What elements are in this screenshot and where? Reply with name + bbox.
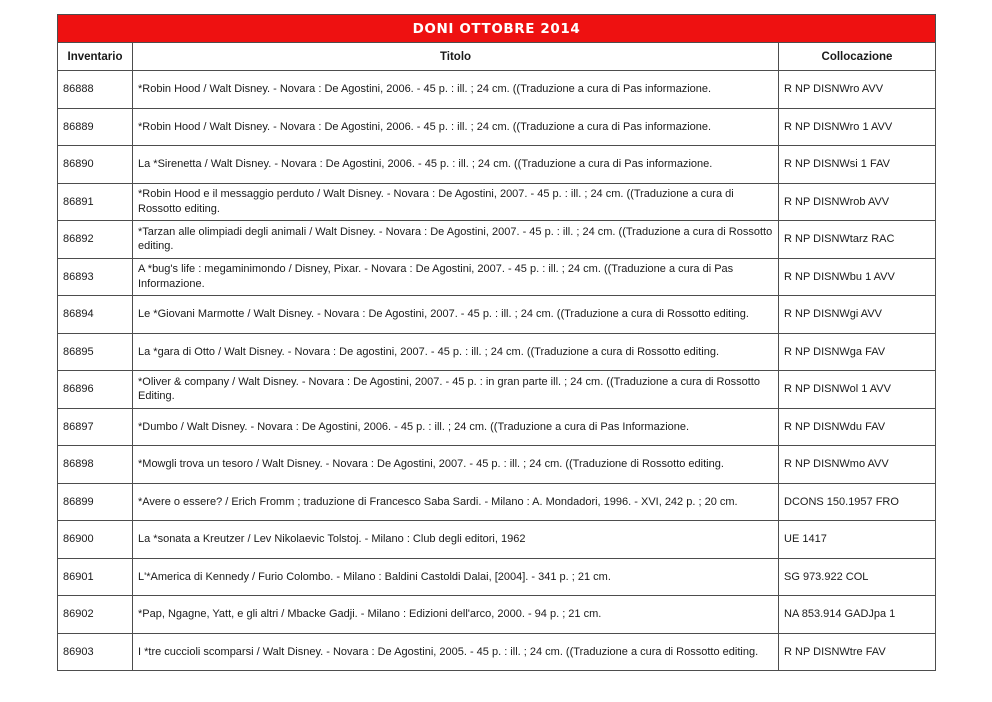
cell-inventario: 86902 xyxy=(58,596,133,634)
table-row xyxy=(58,408,936,446)
table-row xyxy=(58,371,936,409)
cell-collocazione: NA 853.914 GADJpa 1 xyxy=(779,596,936,634)
column-header-inventario: Inventario xyxy=(58,43,133,71)
table-row xyxy=(58,446,936,484)
cell-inventario: 86896 xyxy=(58,371,133,409)
table-body xyxy=(58,71,936,671)
catalog-table xyxy=(57,14,936,671)
table-row xyxy=(58,296,936,334)
cell-inventario: 86901 xyxy=(58,558,133,596)
cell-inventario: 86897 xyxy=(58,408,133,446)
cell-collocazione: R NP DISNWol 1 AVV xyxy=(779,371,936,409)
cell-inventario: 86900 xyxy=(58,521,133,559)
cell-titolo: A *bug's life : megaminimondo / Disney, Pixar. - Novara : De Agostini, 2007. - 45 p. : ill. ; 24 cm. ((Traduzione a cura di Pas Informazione. xyxy=(133,258,779,296)
cell-inventario: 86892 xyxy=(58,221,133,259)
table-row xyxy=(58,146,936,184)
cell-collocazione: SG 973.922 COL xyxy=(779,558,936,596)
cell-collocazione: R NP DISNWro 1 AVV xyxy=(779,108,936,146)
cell-titolo: I *tre cuccioli scomparsi / Walt Disney. - Novara : De Agostini, 2005. - 45 p. : ill. ; 24 cm. ((Traduzione a cura di Rossotto editing. xyxy=(133,633,779,671)
cell-inventario: 86893 xyxy=(58,258,133,296)
column-header-collocazione: Collocazione xyxy=(779,43,936,71)
cell-titolo: *Dumbo / Walt Disney. - Novara : De Agostini, 2006. - 45 p. : ill. ; 24 cm. ((Traduzione a cura di Pas Informazione. xyxy=(133,408,779,446)
cell-collocazione: R NP DISNWtre FAV xyxy=(779,633,936,671)
cell-inventario: 86894 xyxy=(58,296,133,334)
cell-titolo: *Avere o essere? / Erich Fromm ; traduzione di Francesco Saba Sardi. - Milano : A. Mondadori, 1996. - XVI, 242 p. ; 20 cm. xyxy=(133,483,779,521)
cell-collocazione: R NP DISNWrob AVV xyxy=(779,183,936,221)
cell-titolo: La *Sirenetta / Walt Disney. - Novara : De Agostini, 2006. - 45 p. : ill. ; 24 cm. ((Traduzione a cura di Pas informazione. xyxy=(133,146,779,184)
cell-collocazione: R NP DISNWsi 1 FAV xyxy=(779,146,936,184)
cell-titolo: La *sonata a Kreutzer / Lev Nikolaevic Tolstoj. - Milano : Club degli editori, 1962 xyxy=(133,521,779,559)
table-row xyxy=(58,333,936,371)
column-header-row xyxy=(58,43,936,71)
cell-titolo: L'*America di Kennedy / Furio Colombo. - Milano : Baldini Castoldi Dalai, [2004]. - 341 p. ; 21 cm. xyxy=(133,558,779,596)
cell-titolo: *Robin Hood e il messaggio perduto / Walt Disney. - Novara : De Agostini, 2007. - 45 p. : ill. ; 24 cm. ((Traduzione a cura di Rossotto editing. xyxy=(133,183,779,221)
cell-titolo: *Robin Hood / Walt Disney. - Novara : De Agostini, 2006. - 45 p. : ill. ; 24 cm. ((Traduzione a cura di Pas informazione. xyxy=(133,71,779,109)
table-row xyxy=(58,258,936,296)
cell-collocazione: R NP DISNWmo AVV xyxy=(779,446,936,484)
cell-collocazione: DCONS 150.1957 FRO xyxy=(779,483,936,521)
table-row xyxy=(58,71,936,109)
cell-collocazione: R NP DISNWgi AVV xyxy=(779,296,936,334)
cell-inventario: 86899 xyxy=(58,483,133,521)
table-row xyxy=(58,221,936,259)
cell-collocazione: UE 1417 xyxy=(779,521,936,559)
cell-collocazione: R NP DISNWdu FAV xyxy=(779,408,936,446)
cell-titolo: *Pap, Ngagne, Yatt, e gli altri / Mbacke Gadji. - Milano : Edizioni dell'arco, 2000. - 94 p. ; 21 cm. xyxy=(133,596,779,634)
title-band xyxy=(58,15,936,43)
cell-collocazione: R NP DISNWtarz RAC xyxy=(779,221,936,259)
cell-collocazione: R NP DISNWga FAV xyxy=(779,333,936,371)
cell-titolo: La *gara di Otto / Walt Disney. - Novara : De agostini, 2007. - 45 p. : ill. ; 24 cm. ((Traduzione a cura di Rossotto editing. xyxy=(133,333,779,371)
table-row xyxy=(58,183,936,221)
cell-inventario: 86888 xyxy=(58,71,133,109)
table-row xyxy=(58,483,936,521)
table-row xyxy=(58,558,936,596)
cell-inventario: 86895 xyxy=(58,333,133,371)
cell-inventario: 86903 xyxy=(58,633,133,671)
cell-inventario: 86889 xyxy=(58,108,133,146)
cell-collocazione: R NP DISNWbu 1 AVV xyxy=(779,258,936,296)
cell-titolo: *Tarzan alle olimpiadi degli animali / Walt Disney. - Novara : De Agostini, 2007. - 45 p. : ill. ; 24 cm. ((Traduzione a cura di Rossotto editing. xyxy=(133,221,779,259)
table-row xyxy=(58,633,936,671)
table-row xyxy=(58,596,936,634)
column-header-titolo: Titolo xyxy=(133,43,779,71)
cell-inventario: 86898 xyxy=(58,446,133,484)
cell-titolo: *Oliver & company / Walt Disney. - Novara : De Agostini, 2007. - 45 p. : in gran parte ill. ; 24 cm. ((Traduzione a cura di Rossotto Editing. xyxy=(133,371,779,409)
cell-titolo: *Robin Hood / Walt Disney. - Novara : De Agostini, 2006. - 45 p. : ill. ; 24 cm. ((Traduzione a cura di Pas informazione. xyxy=(133,108,779,146)
page-title: DONI OTTOBRE 2014 xyxy=(58,15,936,43)
cell-collocazione: R NP DISNWro AVV xyxy=(779,71,936,109)
cell-inventario: 86891 xyxy=(58,183,133,221)
table-row xyxy=(58,108,936,146)
cell-titolo: *Mowgli trova un tesoro / Walt Disney. - Novara : De Agostini, 2007. - 45 p. : ill. ; 24 cm. ((Traduzione di Rossotto editing. xyxy=(133,446,779,484)
table-row xyxy=(58,521,936,559)
cell-titolo: Le *Giovani Marmotte / Walt Disney. - Novara : De Agostini, 2007. - 45 p. : ill. ; 24 cm. ((Traduzione a cura di Rossotto editing. xyxy=(133,296,779,334)
cell-inventario: 86890 xyxy=(58,146,133,184)
